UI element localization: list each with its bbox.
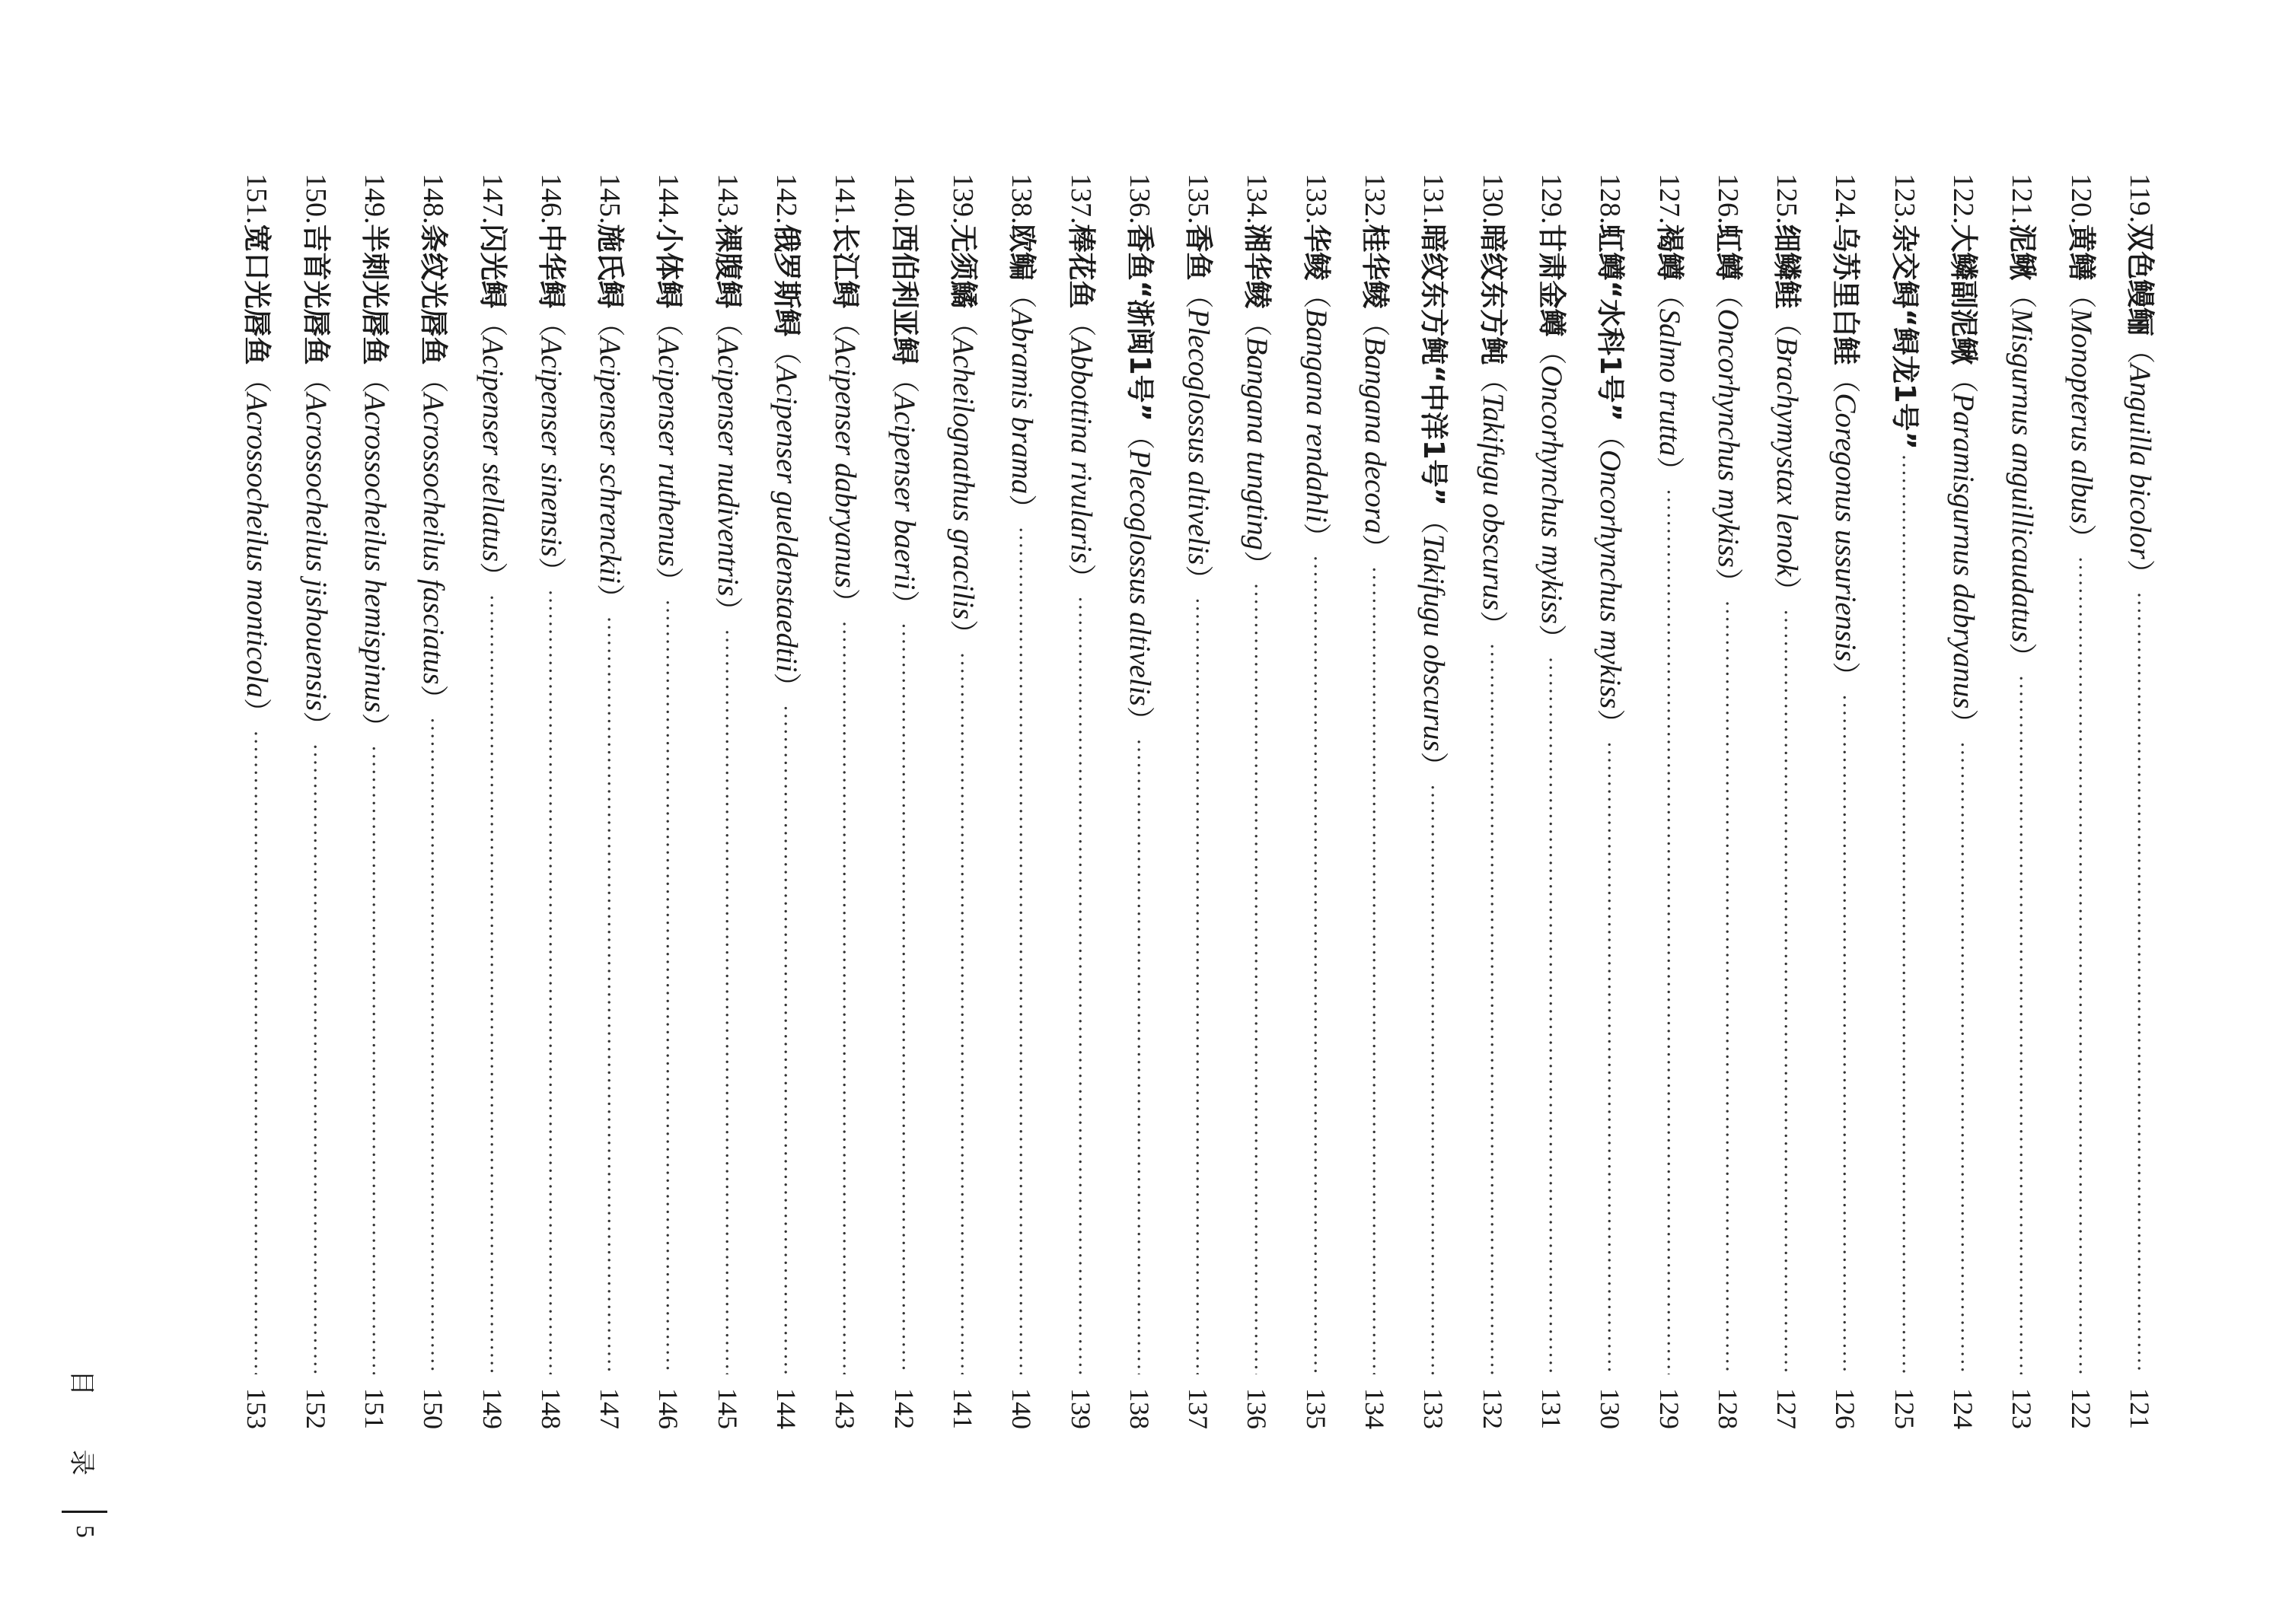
page-footer [62,1370,107,1538]
toc-entry-page-number: 127 [1771,1388,1803,1429]
toc-entry-open-paren: （ [417,365,451,393]
toc-entry[interactable] [1293,174,1339,1429]
toc-entry-close-paren: ） [241,697,274,726]
toc-entry-close-paren: ） [1771,576,1804,605]
toc-entry-number: 121. [2006,174,2039,224]
toc-entry-latin-name: Acipenser dabryanus [829,336,862,588]
toc-entry-latin-name: Abbottina rivularis [1064,336,1098,564]
toc-entry[interactable] [1235,174,1280,1429]
toc-entry-page-number: 133 [1418,1388,1449,1429]
toc-entry-latin-name: Brachymystax lenok [1771,336,1804,577]
toc-entry-leader-dots [1409,785,1455,1374]
toc-entry-page-number: 134 [1360,1388,1391,1429]
section-label: 目 录 [66,1370,97,1498]
toc-entry-latin-name: Oncorhynchus mykiss [1711,308,1745,568]
toc-entry[interactable] [940,174,986,1429]
toc-entry-latin-name: Paramisgurnus dabryanus [1947,393,1981,709]
toc-entry-close-paren: ） [2006,642,2039,671]
toc-entry-close-paren: ） [2124,559,2157,588]
toc-entry-leader-dots [1527,657,1573,1374]
toc-entry-leader-dots [350,745,396,1374]
toc-entry-number: 144. [652,174,685,224]
toc-entry-number: 137. [1064,174,1097,224]
toc-entry-leader-dots [1645,489,1691,1374]
toc-entry-leader-dots [703,629,749,1374]
toc-entry-leader-dots [1586,741,1631,1374]
toc-entry-page-number: 129 [1653,1388,1685,1429]
toc-entry-latin-name: Plecoglossus altivelis [1182,308,1216,565]
toc-entry-chinese-name: 无须鱊 [947,224,980,309]
toc-entry[interactable] [1646,174,1692,1429]
toc-entry-chinese-name: 棒花鱼 [1064,224,1098,309]
toc-entry-latin-name: Misgurnus anguillicaudatus [2006,308,2039,643]
toc-entry[interactable] [646,174,692,1429]
toc-entry-number: 138. [1006,174,1038,224]
toc-entry-leader-dots [1880,454,1926,1374]
toc-entry-latin-name: Bangana rendahli [1299,308,1333,523]
toc-entry-close-paren: ） [1711,567,1745,596]
toc-entry[interactable] [1940,174,1986,1429]
toc-entry-page-number: 141 [948,1388,978,1429]
toc-entry-chinese-name: 桂华鲮 [1359,224,1392,309]
toc-entry-chinese-name: 黄鳝 [2064,224,2098,281]
toc-entry-chinese-name: 杂交鲟“鲟龙1号” [1888,224,1921,450]
toc-entry[interactable] [234,174,279,1429]
toc-entry-page-number: 123 [2007,1388,2038,1429]
toc-entry-leader-dots [1115,739,1161,1374]
toc-entry-open-paren: （ [1182,280,1216,309]
toc-entry-chinese-name: 俄罗斯鲟 [770,224,804,337]
toc-entry-leader-dots [1762,610,1808,1374]
toc-entry-chinese-name: 香鱼 [1182,224,1216,281]
toc-entry-close-paren: ） [1417,751,1451,780]
toc-entry[interactable] [1411,174,1456,1429]
toc-entry-leader-dots [762,705,808,1374]
toc-entry-latin-name: Acipenser baerii [888,393,921,591]
toc-entry-latin-name: Acrossocheilus fasciatus [417,393,451,685]
toc-entry-close-paren: ） [1359,533,1392,562]
toc-entry-leader-dots [2057,556,2102,1374]
toc-entry-close-paren: ） [1594,709,1627,737]
toc-entry-leader-dots [1468,643,1514,1374]
toc-entry-close-paren: ） [1182,565,1216,594]
toc-entry-open-paren: （ [2006,280,2039,309]
toc-entry-page-number: 128 [1712,1388,1743,1429]
toc-entry-close-paren: ） [476,562,509,591]
toc-entry-leader-dots [1822,694,1867,1374]
toc-entry-chinese-name: 大鳞副泥鳅 [1947,224,1981,365]
toc-entry-latin-name: Acipenser schrenckii [594,336,627,584]
toc-entry-page-number: 149 [477,1388,508,1429]
toc-entry-latin-name: Acrossocheilus jishouensis [299,393,333,712]
toc-entry-chinese-name: 小体鲟 [652,224,686,309]
toc-entry-close-paren: ） [534,556,568,585]
toc-entry-leader-dots [997,527,1043,1374]
toc-entry-latin-name: Acipenser gueldenstaedtii [770,365,804,673]
toc-entry[interactable] [1882,174,1927,1429]
toc-entry-close-paren: ） [1241,550,1274,579]
toc-entry-open-paren: （ [1947,365,1981,393]
toc-entry-latin-name: Salmo trutta [1653,308,1686,457]
toc-entry-open-paren: （ [1359,308,1392,337]
toc-entry-number: 151. [241,174,273,224]
toc-entry-number: 142. [770,174,803,224]
toc-entry[interactable] [1470,174,1516,1429]
toc-entry-open-paren: （ [241,365,274,393]
toc-entry-latin-name: Oncorhynchus mykiss [1535,365,1568,624]
toc-entry-number: 126. [1711,174,1744,224]
toc-entry-page-number: 121 [2125,1388,2155,1429]
toc-entry[interactable] [1352,174,1398,1429]
toc-entry-latin-name: Bangana decora [1359,336,1392,534]
toc-entry-close-paren: ） [1653,456,1686,485]
toc-entry[interactable] [1705,174,1751,1429]
toc-entry-close-paren: ） [711,596,744,625]
toc-entry-chinese-name: 施氏鲟 [594,224,627,309]
toc-entry-close-paren: ） [1299,522,1333,551]
toc-entry-chinese-name: 欧鳊 [1006,224,1039,281]
toc-entry-open-paren: （ [2124,336,2157,365]
toc-entry-leader-dots [1292,556,1337,1374]
toc-entry-leader-dots [468,594,514,1374]
toc-entry-leader-dots [645,600,690,1374]
toc-entry-open-paren: （ [299,365,333,393]
toc-entry-number: 139. [947,174,979,224]
toc-entry-chinese-name: 裸腹鲟 [711,224,744,309]
toc-entry-leader-dots [821,621,866,1374]
toc-entry[interactable] [705,174,751,1429]
toc-entry-close-paren: ） [1476,610,1509,639]
toc-entry-chinese-name: 暗纹东方鲀 [1476,224,1509,365]
toc-entry-open-paren: （ [947,308,980,337]
toc-entry-leader-dots [1704,600,1749,1374]
toc-entry-number: 125. [1771,174,1803,224]
toc-entry-latin-name: Abramis brama [1006,308,1039,495]
toc-entry-close-paren: ） [299,711,333,740]
toc-entry-number: 146. [534,174,567,224]
toc-entry-page-number: 125 [1889,1388,1920,1429]
toc-entry-chinese-name: 宽口光唇鱼 [241,224,274,365]
toc-entry-open-paren: （ [1829,365,1863,393]
toc-entry-number: 129. [1535,174,1567,224]
toc-entry-page-number: 126 [1830,1388,1861,1429]
toc-entry[interactable] [1175,174,1221,1429]
toc-entry[interactable] [587,174,633,1429]
toc-entry-chinese-name: 湘华鲮 [1241,224,1274,309]
toc-entry-latin-name: Acheilognathus gracilis [947,336,980,620]
toc-entry-latin-name: Bangana tungting [1241,336,1274,551]
toc-entry-close-paren: ） [829,588,862,616]
toc-entry-leader-dots [232,731,278,1374]
toc-entry-number: 134. [1241,174,1274,224]
toc-entry-leader-dots [2115,592,2161,1374]
toc-entry[interactable] [1529,174,1574,1429]
toc-entry[interactable] [293,174,339,1429]
toc-entry-page-number: 146 [653,1388,684,1429]
toc-entry-latin-name: Oncorhynchus mykiss [1594,449,1627,709]
toc-entry-page-number: 136 [1242,1388,1273,1429]
toc-entry-close-paren: ） [1829,661,1863,690]
toc-entry-page-number: 151 [359,1388,390,1429]
page-number: 5 [71,1524,99,1538]
toc-entry-close-paren: ） [359,712,391,741]
toc-entry-page-number: 144 [771,1388,802,1429]
toc-entry[interactable] [1117,174,1162,1429]
toc-entry[interactable] [822,174,868,1429]
toc-entry[interactable] [2058,174,2104,1429]
toc-entry-chinese-name: 吉首光唇鱼 [299,224,333,365]
toc-entry-leader-dots [939,652,984,1374]
toc-entry-chinese-name: 中华鲟 [534,224,568,309]
toc-entry-close-paren: ） [770,672,804,701]
toc-entry-open-paren: （ [1241,308,1274,337]
toc-entry-leader-dots [1997,675,2043,1374]
toc-entry-number: 124. [1829,174,1862,224]
toc-entry-page-number: 143 [830,1388,861,1429]
toc-entry-page-number: 124 [1948,1388,1979,1429]
toc-entry-open-paren: （ [1006,280,1039,309]
toc-entry[interactable] [763,174,809,1429]
toc-entry-open-paren: （ [888,365,921,393]
toc-entry-page-number: 140 [1006,1388,1038,1429]
toc-entry-open-paren: （ [476,308,509,337]
toc-entry-open-paren: （ [2064,280,2098,309]
toc-entry-leader-dots [1233,583,1279,1374]
toc-entry-chinese-name: 虹鳟“水科1号” [1594,224,1627,422]
table-of-contents [31,174,2163,1429]
toc-entry-page-number: 132 [1477,1388,1508,1429]
toc-entry-page-number: 145 [712,1388,743,1429]
toc-entry-number: 143. [711,174,744,224]
toc-entry-number: 133. [1299,174,1332,224]
toc-entry-page-number: 152 [300,1388,331,1429]
toc-entry-chinese-name: 华鲮 [1299,224,1333,281]
toc-entry-open-paren: （ [1653,280,1686,309]
toc-entry[interactable] [2117,174,2163,1429]
toc-entry-number: 140. [888,174,920,224]
toc-entry-open-paren: （ [1535,336,1568,365]
toc-entry-page-number: 142 [888,1388,920,1429]
toc-entry-close-paren: ） [2064,524,2098,552]
toc-entry-chinese-name: 半刺光唇鱼 [359,224,391,365]
toc-entry-close-paren: ） [1123,705,1156,734]
toc-entry-number: 130. [1476,174,1509,224]
toc-entry-page-number: 130 [1595,1388,1626,1429]
toc-entry-latin-name: Takifugu obscurus [1476,393,1509,611]
toc-entry-page-number: 131 [1536,1388,1567,1429]
toc-entry-open-paren: （ [652,308,686,337]
toc-entry-number: 145. [594,174,626,224]
toc-entry-leader-dots [527,590,572,1374]
toc-entry-page-number: 139 [1065,1388,1096,1429]
toc-entry-chinese-name: 香鱼“浙闽1号” [1123,224,1156,422]
toc-entry-chinese-name: 虹鳟 [1711,224,1745,281]
toc-entry-number: 148. [417,174,450,224]
toc-entry-close-paren: ） [888,590,921,619]
toc-entry[interactable] [1764,174,1809,1429]
toc-entry-leader-dots [1057,596,1102,1374]
toc-entry-latin-name: Takifugu obscurus [1417,533,1451,752]
toc-entry-chinese-name: 甘肃金鳟 [1535,224,1568,337]
toc-entry-chinese-name: 西伯利亚鲟 [888,224,921,365]
toc-entry-chinese-name: 长江鲟 [829,224,862,309]
toc-entry-number: 123. [1888,174,1921,224]
toc-entry[interactable] [1999,174,2045,1429]
toc-entry-close-paren: ） [947,619,980,648]
toc-entry-chinese-name: 泥鳅 [2006,224,2039,281]
footer-divider [62,1511,107,1513]
toc-entry-number: 127. [1653,174,1685,224]
toc-entry-number: 122. [1947,174,1980,224]
toc-entry-page-number: 122 [2065,1388,2096,1429]
toc-entry-page-number: 147 [595,1388,626,1429]
toc-entry[interactable] [881,174,927,1429]
toc-entry-leader-dots [1174,597,1219,1374]
toc-entry-leader-dots [292,744,337,1374]
toc-entry-close-paren: ） [1947,709,1981,737]
toc-entry-number: 147. [476,174,508,224]
toc-entry-open-paren: （ [359,365,391,393]
toc-entry-open-paren: （ [711,308,744,337]
toc-entry-leader-dots [1350,566,1396,1374]
toc-entry-open-paren: （ [534,308,568,337]
toc-entry-open-paren: （ [1711,280,1745,309]
toc-entry-latin-name: Acrossocheilus monticola [241,393,274,698]
toc-entry-chinese-name: 条纹光唇鱼 [417,224,451,365]
toc-entry[interactable] [528,174,574,1429]
toc-entry-open-paren: （ [594,308,627,337]
toc-entry-latin-name: Anguilla bicolor [2124,364,2157,559]
toc-entry-latin-name: Plecoglossus altivelis [1123,449,1156,706]
toc-entry-open-paren: （ [1417,505,1451,534]
toc-entry-chinese-name: 闪光鲟 [476,224,509,309]
toc-entry-open-paren: （ [1476,365,1509,393]
toc-entry-open-paren: （ [1771,308,1804,337]
toc-entry-latin-name: Acrossocheilus hemispinus [359,393,391,713]
toc-entry[interactable] [410,174,456,1429]
toc-entry-close-paren: ） [1006,494,1039,523]
toc-entry[interactable] [1823,174,1869,1429]
toc-entry-close-paren: ） [417,684,451,713]
toc-entry-page-number: 148 [535,1388,566,1429]
toc-entry-page-number: 137 [1183,1388,1214,1429]
toc-entry-number: 132. [1359,174,1391,224]
toc-entry-chinese-name: 暗纹东方鲀“中洋1号” [1417,224,1451,506]
toc-entry-close-paren: ） [1064,563,1098,592]
toc-entry-number: 149. [359,174,391,224]
toc-entry-number: 128. [1594,174,1627,224]
toc-entry-open-paren: （ [1594,421,1627,450]
toc-entry-page-number: 153 [241,1388,273,1429]
toc-entry-latin-name: Acipenser stellatus [476,336,509,562]
toc-entry-page-number: 135 [1300,1388,1331,1429]
toc-entry-latin-name: Acipenser sinensis [534,336,568,557]
toc-entry-close-paren: ） [1535,623,1568,652]
toc-entry-number: 131. [1417,174,1450,224]
toc-entry-leader-dots [409,718,454,1374]
toc-entry-latin-name: Monopterus albus [2064,308,2098,524]
toc-entry-open-paren: （ [829,308,862,337]
toc-entry-latin-name: Coregonus ussuriensis [1829,393,1863,662]
toc-entry-number: 150. [299,174,332,224]
toc-entry-leader-dots [880,623,926,1374]
toc-entry-leader-dots [585,616,631,1374]
toc-entry[interactable] [470,174,515,1429]
toc-entry[interactable] [352,174,397,1429]
toc-entry-latin-name: Acipenser nudiventris [711,336,744,597]
toc-entry-latin-name: Acipenser ruthenus [652,336,686,567]
toc-entry-close-paren: ） [594,584,627,613]
toc-entry-open-paren: （ [1123,421,1156,450]
toc-entry-number: 120. [2064,174,2097,224]
toc-entry-number: 135. [1182,174,1215,224]
toc-entry-leader-dots [1939,741,1984,1374]
toc-entry[interactable] [999,174,1044,1429]
toc-entry-number: 119. [2124,174,2156,224]
toc-entry-open-paren: （ [1299,280,1333,309]
toc-entry-close-paren: ） [652,566,686,595]
toc-entry-page-number: 138 [1124,1388,1155,1429]
toc-entry-number: 136. [1123,174,1156,224]
toc-entry[interactable] [1058,174,1104,1429]
toc-entry-page-number: 150 [418,1388,449,1429]
toc-entry-number: 141. [829,174,862,224]
toc-entry-open-paren: （ [770,336,804,365]
toc-entry-open-paren: （ [1064,308,1098,337]
toc-entry-chinese-name: 细鳞鲑 [1771,224,1804,309]
toc-entry-chinese-name: 双色鳗鲡 [2124,223,2157,336]
toc-entry-chinese-name: 褐鳟 [1653,224,1686,281]
toc-entry-chinese-name: 乌苏里白鲑 [1829,224,1863,365]
toc-entry[interactable] [1587,174,1633,1429]
